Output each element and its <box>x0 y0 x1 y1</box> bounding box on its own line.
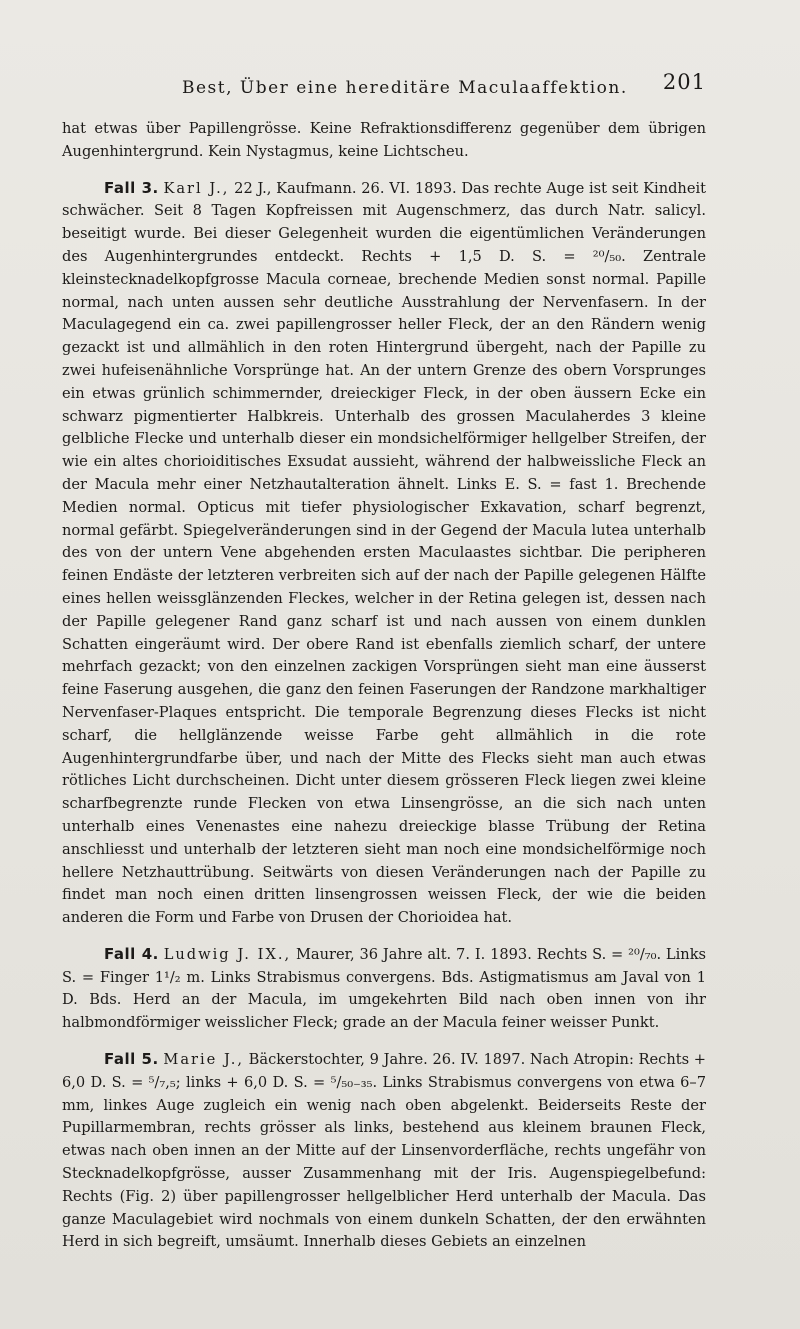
case-4-name: Ludwig J. IX., <box>163 945 292 963</box>
running-head: Best, Über eine hereditäre Maculaaffektion. <box>182 78 628 98</box>
case-3-label: Fall 3. <box>104 178 159 197</box>
case-4-text: Maurer, 36 Jahre alt. 7. I. 1893. Rechts S. = ²⁰/₇₀. Links S. = Finger 1¹/₂ m. Links Strabismus convergens. Bds. Astigmatismus am Javal von 1 D. Bds. Herd an der Macula, im umgekehrten Bild nach oben innen von ihr halbmondförmiger weisslicher Fleck; grade an der Macula feiner weisser Punkt. <box>62 945 707 1032</box>
paragraph-gap <box>62 930 706 943</box>
case-5-name: Marie J., <box>163 1051 244 1069</box>
page-header <box>62 70 706 102</box>
paragraph-gap <box>62 1035 706 1048</box>
case-5-text: Bäckerstochter, 9 Jahre. 26. IV. 1897. Nach Atropin: Rechts + 6,0 D. S. = ⁵/₇,₅; links + 6,0 D. S. = ⁵/₅₀₋₃₅. Links Strabismus convergens von etwa 6–7 mm, linkes Auge zugleich ein wenig nach oben abgelenkt. Beiderseits Reste der Pupillarmembran, rechts grösser als links, bestehend aus kleinem braunen Fleck, etwas nach oben innen an der Mitte auf der Linsenvorderfläche, rechts ungefähr von Stecknadelkopfgrösse, ausser Zusammenhang mit der Iris. Augenspiegelbefund: Rechts (Fig. 2) über papillengrosser hellgelblicher Herd unterhalb der Macula. Das ganze Maculagebiet wird nochmals von einem dunkeln Schatten, der den erwähnten Herd in sich begreift, umsäumt. Innerhalb dieses Gebiets an einzelnen <box>62 1051 707 1251</box>
case-4-label: Fall 4. <box>104 944 159 963</box>
case-5-label: Fall 5. <box>104 1050 159 1069</box>
intro-paragraph: hat etwas über Papillengrösse. Keine Refraktionsdifferenz gegenüber dem übrigen Augenhintergrund. Kein Nystagmus, keine Lichtscheu. <box>62 120 706 160</box>
case-3-text: 22 J., Kaufmann. 26. VI. 1893. Das rechte Auge ist seit Kindheit schwächer. Seit 8 Tagen Kopfreissen mit Augenschmerz, das durch Natr. salicyl. beseitigt wurde. Bei dieser Gelegenheit wurden die eigentümlichen Veränderungen des Augenhintergrundes entdeckt. Rechts + 1,5 D. S. = ²⁰/₅₀. Zentrale kleinstecknadelkopfgrosse Macula corneae, brechende Medien sonst normal. Papille normal, nach unten aussen sehr deutliche Ausstrahlung der Nervenfasern. In der Maculagegend ein ca. zwei papillengrosser heller Fleck, der an den Rändern wenig gezackt ist und allmählich in den roten Hintergrund übergeht, nach der Papille zu zwei hufeisenähnliche Vorsprünge hat. An der untern Grenze des obern Vorsprunges ein etwas grünlich schimmernder, dreieckiger Fleck, in der oben äussern Ecke ein schwarz pigmentierter Halbkreis. Unterhalb des grossen Maculaherdes 3 kleine gelbliche Flecke und unterhalb dieser ein mondsichelförmiger hellgelber Streifen, der wie ein altes chorioiditisches Exsudat aussieht, während der halbweissliche Fleck an der Macula mehr einer Netzhautalteration ähnelt. Links E. S. = fast 1. Brechende Medien normal. Opticus mit tiefer physiologischer Exkavation, scharf begrenzt, normal gefärbt. Spiegelveränderungen sind in der Gegend der Macula lutea unterhalb des von der untern Vene abgehenden ersten Maculaastes sichtbar. Die peripheren feinen Endäste der letzteren verbreiten sich auf der nach der Papille gelegenen Hälfte eines hellen weissglänzenden Fleckes, welcher in der Retina gelegen ist, dessen nach der Papille gelegener Rand ganz scharf ist und nach aussen von einem dunklen Schatten eingeräumt wird. Der obere Rand ist ebenfalls ziemlich scharf, der untere mehrfach gezackt; von den einzelnen zackigen Vorsprüngen sieht man eine äusserst feine Faserung ausgehen, die ganz den feinen Faserungen der Randzone markhaltiger Nervenfaser-Plaques entspricht. Die temporale Begrenzung dieses Flecks ist nicht scharf, die hellglänzende weisse Farbe geht allmählich in die rote Augenhintergrundfarbe über, und nach der Mitte des Flecks sieht man auch etwas rötliches Licht durchscheinen. Dicht unter diesem grösseren Fleck liegen zwei kleine scharfbegrenzte runde Flecken von etwa Linsengrösse, an die sich nach unten unterhalb eines Venenastes eine nahezu dreieckige blasse Trübung der Retina anschliesst und unterhalb der letzteren sieht man noch eine mondsichelförmige noch hellere Netzhauttrübung. Seitwärts von diesen Veränderungen nach der Papille zu findet man noch einen dritten linsengrossen weissen Fleck, der wie die beiden anderen die Form und Farbe von Drusen der Chorioidea hat. <box>62 179 707 927</box>
page-number: 201 <box>662 70 706 94</box>
body-text <box>62 118 706 1254</box>
case-3-paragraph <box>62 177 706 930</box>
paragraph-gap <box>62 164 706 177</box>
case-4-paragraph <box>62 943 706 1035</box>
case-3-name: Karl J., <box>163 179 230 197</box>
case-5-paragraph <box>62 1048 706 1254</box>
